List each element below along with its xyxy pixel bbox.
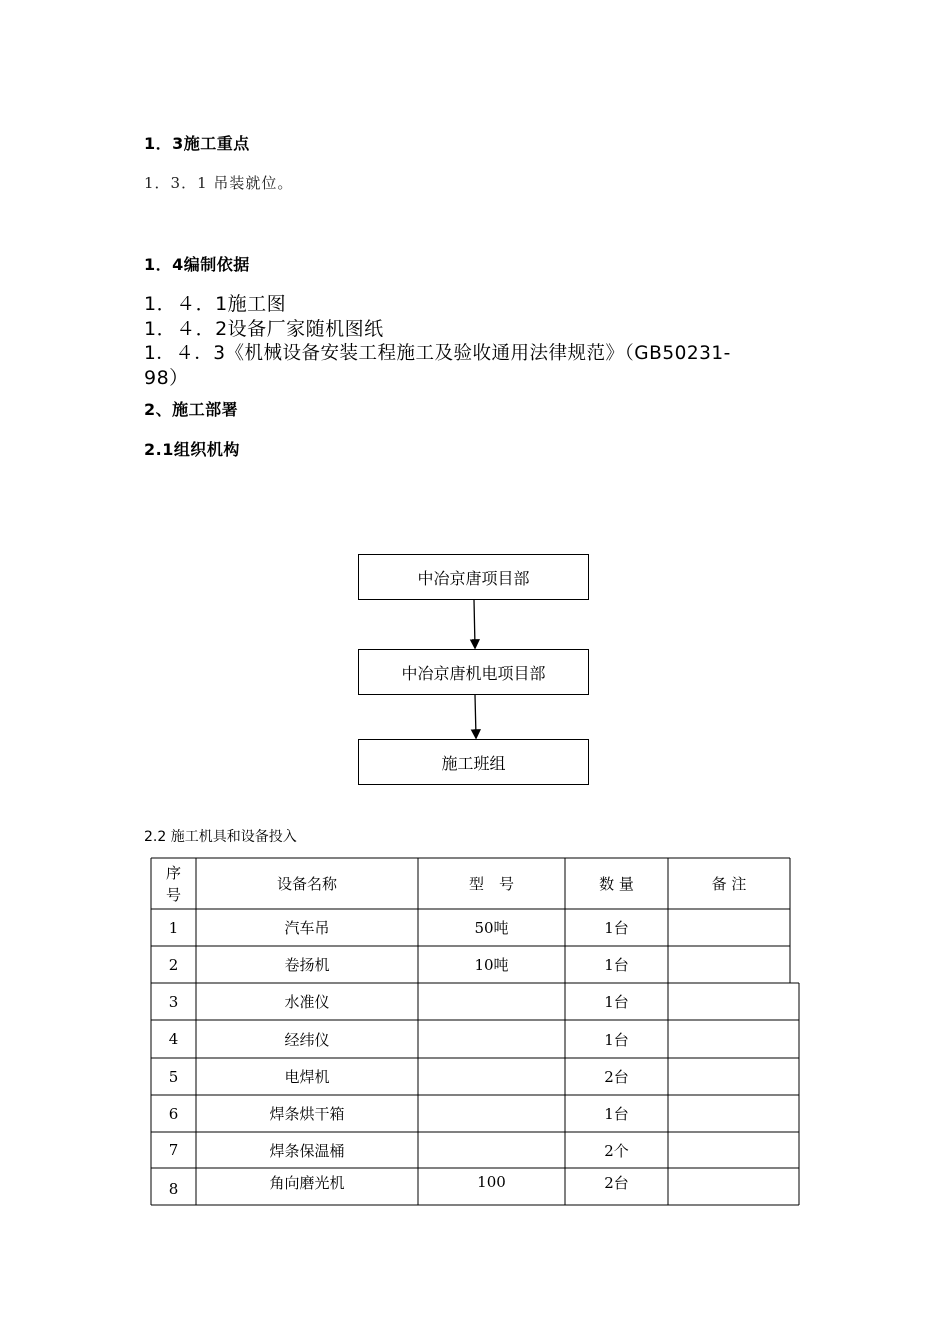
cell-name: 卷扬机 [284, 956, 330, 974]
section-1-4-item-1: 1．４．1施工图 [144, 293, 287, 315]
cell-qty: 1台 [604, 1105, 629, 1123]
cell-note [668, 1168, 799, 1205]
cell-no: 5 [168, 1067, 179, 1086]
section-2-heading: 2、施工部署 [144, 400, 239, 419]
cell-no: 4 [168, 1030, 179, 1048]
cell-note [668, 946, 790, 983]
section-1-4-item-2: 1．４．2设备厂家随机图纸 [144, 318, 384, 340]
table-header-qty: 数 量 [599, 875, 634, 893]
section-1-4-item-3-line-1: 1．４．3《机械设备安装工程施工及验收通用法律规范》（GB50231- [144, 343, 731, 364]
cell-no: 3 [168, 992, 179, 1011]
cell-note [668, 1132, 799, 1168]
section-1-4-item-3-line-2: 98） [144, 367, 189, 389]
cell-name: 电焊机 [284, 1068, 330, 1086]
cell-no: 7 [168, 1141, 179, 1159]
cell-no: 6 [168, 1104, 179, 1123]
cell-note [668, 983, 799, 1020]
cell-model: 50吨 [474, 919, 509, 937]
cell-qty: 2个 [604, 1141, 629, 1160]
cell-note [668, 1020, 799, 1058]
cell-note [668, 1095, 799, 1132]
cell-model: 10吨 [474, 956, 509, 974]
section-2-1-heading: 2.1组织机构 [144, 440, 240, 459]
cell-qty: 2台 [604, 1068, 629, 1086]
cell-qty: 1台 [604, 993, 629, 1011]
org-box-label: 中冶京唐机电项目部 [401, 663, 546, 683]
section-1-4-heading: 1．4编制依据 [144, 255, 250, 274]
cell-model [418, 1095, 565, 1132]
table-header-name: 设备名称 [276, 875, 337, 893]
table-header-model: 型 号 [468, 875, 514, 893]
section-1-3-heading: 1．3施工重点 [144, 134, 250, 153]
cell-qty: 1台 [604, 956, 629, 974]
cell-note [668, 909, 790, 946]
cell-note [668, 1058, 799, 1095]
cell-qty: 2台 [604, 1173, 629, 1192]
cell-name: 焊条保温桶 [269, 1141, 345, 1160]
cell-model: 100 [477, 1173, 506, 1191]
org-box-label: 中冶京唐项目部 [417, 568, 530, 588]
table-header-note: 备 注 [711, 875, 747, 893]
cell-name: 汽车吊 [284, 919, 330, 937]
cell-name: 水准仪 [284, 993, 330, 1011]
table-header-no-line-2: 号 [165, 885, 181, 904]
cell-name: 角向磨光机 [269, 1173, 345, 1192]
cell-no: 2 [168, 955, 179, 974]
cell-model [418, 1020, 565, 1058]
table-header-no [151, 858, 196, 909]
cell-model [418, 1132, 565, 1168]
cell-no: 8 [168, 1179, 179, 1198]
org-box-label: 施工班组 [441, 753, 506, 773]
cell-no: 1 [168, 918, 179, 937]
cell-qty: 1台 [604, 1030, 629, 1049]
cell-model [418, 983, 565, 1020]
table-header-no-line-1: 序 [165, 863, 181, 882]
section-1-3-item-1: 1．3．1 吊装就位。 [144, 174, 294, 192]
cell-model [418, 1058, 565, 1095]
cell-name: 焊条烘干箱 [269, 1105, 345, 1123]
section-2-2-heading: 2.2 施工机具和设备投入 [144, 829, 297, 845]
cell-qty: 1台 [604, 919, 629, 937]
cell-name: 经纬仪 [284, 1030, 330, 1049]
